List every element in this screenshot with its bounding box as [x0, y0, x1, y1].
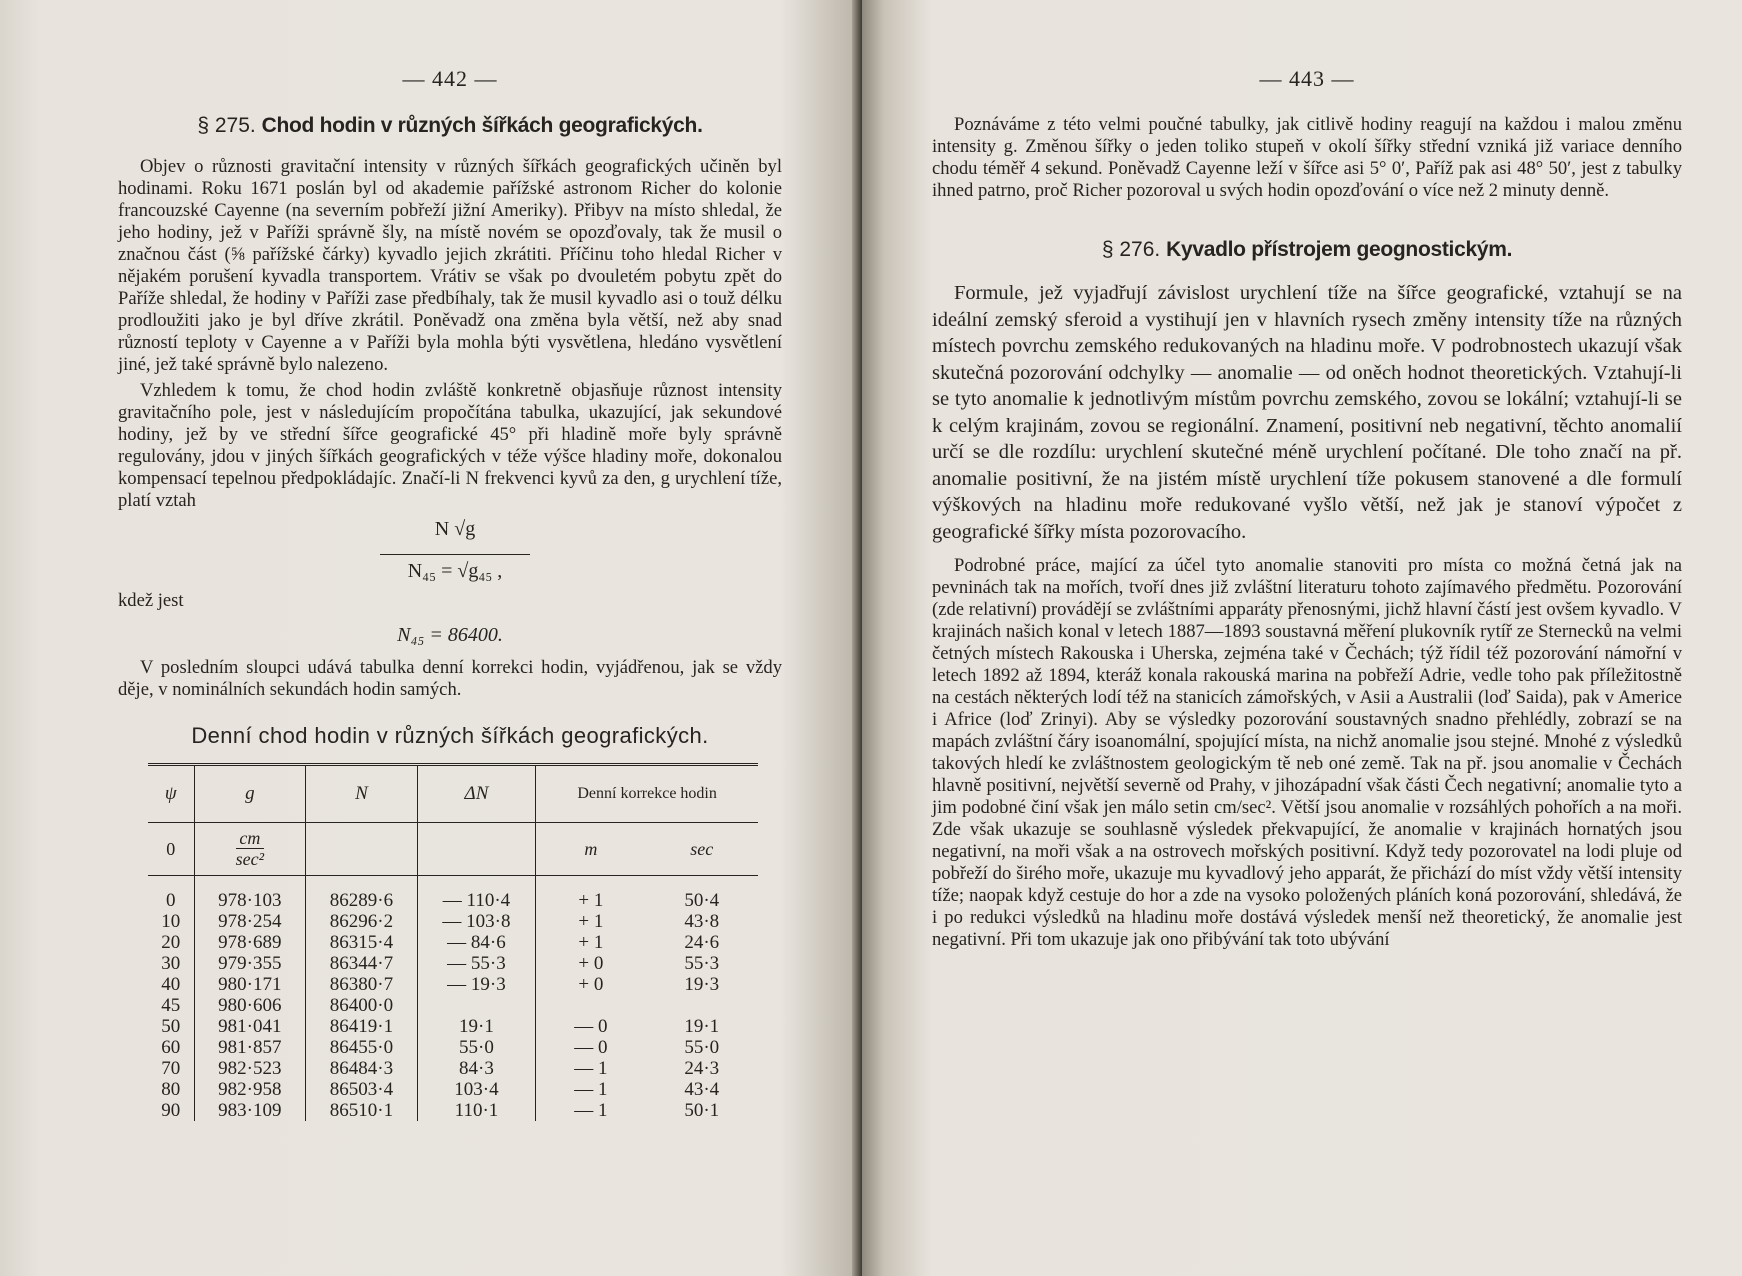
unit-cell [194, 823, 306, 876]
table-cell: 86344·7 [306, 953, 418, 974]
table-cell: — 0 [536, 1016, 646, 1037]
table-cell: 110·1 [417, 1100, 536, 1121]
formula-numerator: N √g [434, 518, 476, 540]
table-cell: 86484·3 [306, 1058, 418, 1079]
table-cell: 978·254 [194, 911, 306, 932]
table-row [148, 995, 758, 1016]
table-cell: 981·041 [194, 1016, 306, 1037]
paragraph: Objev o různosti gravitační intensity v různých šířkách geografických učiněn byl hodinami. Roku 1671 poslán byl od akademie pařížské astronom Richer do kolonie francouzské Cayenne (na severním pobřeží jižní Ameriky). Přibyv na místo shledal, že jeho hodiny, jež v Paříži správně šly, na místě novém se opozďovaly, tak že musil o značnou část (⅝ pařížské čárky) kyvadlo jejich zkrátiti. Příčinu toho hledal Richer v nějakém porušení kyvadla transportem. Vrátiv se však po dvouletém pobytu zpět do Paříže shledal, že hodiny v Paříži zase předbíhaly, tak že musil kyvadlo asi o touž délku prodloužiti jako je byl dříve zkrátil. Poněvadž ona změna byla větší, než aby snad růzností teploty v Cayenne a v Paříži byla mohla býti vysvětlena, hledáno vysvětlení jiné, jež také správně bylo nalezeno. [118, 156, 782, 375]
table-cell: 43·8 [684, 911, 720, 932]
table-cell: + 1 [536, 932, 646, 953]
section-number: § 275. [197, 114, 256, 137]
table-cell: 0 [166, 890, 176, 911]
formula-constant: N₄₅ = 86400. [397, 624, 503, 646]
unit-cell [417, 823, 536, 876]
table-cell: 86315·4 [306, 932, 418, 953]
table-cell: 10 [161, 911, 181, 932]
table-cell [417, 995, 536, 1016]
table-cell: 84·3 [417, 1058, 536, 1079]
table-cell: 978·689 [194, 932, 306, 953]
fraction-line [380, 554, 530, 555]
table-cell: 19·1 [417, 1016, 536, 1037]
table-cell: 86419·1 [306, 1016, 418, 1037]
table-cell: 55·0 [684, 1037, 720, 1058]
table-cell: — 1 [536, 1079, 646, 1100]
table-cell: 20 [161, 932, 181, 953]
table-cell: 983·109 [194, 1100, 306, 1121]
formula-denominator: N₄₅ = √g₄₅ , [407, 560, 503, 582]
unit-cell: sec [646, 823, 758, 876]
table-cell: 55·0 [417, 1037, 536, 1058]
right-page [862, 0, 1742, 1276]
table-cell: 978·103 [194, 876, 306, 912]
table-cell: 50·1 [684, 1100, 720, 1121]
table-cell: 45 [161, 995, 181, 1016]
table-cell: + 0 [536, 953, 646, 974]
section-number: § 276. [1101, 238, 1161, 261]
column-header: N [306, 765, 418, 823]
table-cell: 19·1 [684, 1016, 720, 1037]
table-cell: 86455·0 [306, 1037, 418, 1058]
table-cell: 40 [161, 974, 181, 995]
table-cell: — 103·8 [417, 911, 536, 932]
table-cell: 982·958 [194, 1079, 306, 1100]
table-cell: — 1 [536, 1058, 646, 1079]
page-number: — 442 — [402, 66, 498, 91]
table-cell: 980·171 [194, 974, 306, 995]
table-cell: — 84·6 [417, 932, 536, 953]
table-cell: + 0 [536, 974, 646, 995]
formula-label: kdež jest [118, 590, 184, 611]
table-row [148, 932, 758, 953]
table-row [148, 1058, 758, 1079]
column-header: Denní korrekce hodin [536, 765, 758, 823]
table-row [148, 911, 758, 932]
table-cell: + 1 [536, 911, 646, 932]
table-cell: 24·3 [684, 1058, 720, 1079]
table-cell: 70 [161, 1058, 181, 1079]
table-cell: + 1 [536, 876, 646, 912]
table-cell: 86380·7 [306, 974, 418, 995]
table-cell: — 0 [536, 1037, 646, 1058]
table-cell: 980·606 [194, 995, 306, 1016]
table-cell: 50 [161, 1016, 181, 1037]
table-cell: 24·6 [684, 932, 720, 953]
unit-cell: 0 [148, 823, 194, 876]
table-cell: 86296·2 [306, 911, 418, 932]
table-cell: 43·4 [684, 1079, 720, 1100]
unit-num: cm [239, 828, 261, 848]
table-cell: 86510·1 [306, 1100, 418, 1121]
table-title: Denní chod hodin v různých šířkách geografických. [191, 723, 709, 748]
table-cell: — 55·3 [417, 953, 536, 974]
table-cell: 86289·6 [306, 876, 418, 912]
table-cell: 55·3 [684, 953, 720, 974]
table-cell: 30 [161, 953, 181, 974]
page-number: — 443 — [1259, 66, 1355, 91]
paragraph: V posledním sloupci udává tabulka denní korrekci hodin, vyjádřenou, jak se vždy děje, v nominálních sekundách hodin samých. [118, 657, 782, 700]
table-cell: — 19·3 [417, 974, 536, 995]
section-title: Kyvadlo přístrojem geognostickým. [1166, 238, 1513, 261]
paragraph: Podrobné práce, mající za účel tyto anomalie stanoviti pro místa co možná četná jak na pevninách tak na mořích, tvoří dnes již zvláštní literaturu tohoto zajímavého předmětu. Pozorování (zde relativní) provádějí se zvláštními apparáty přenosnými, jichž hlavní částí jest ovšem kyvadlo. V krajinách našich konal v letech 1887—1893 soustavná měření plukovník rytíř ze Sternecků na velmi četných místech Rakouska i Uherska, zejména také v Čechách; týž řídil též pozorování námořní v letech 1892 až 1894, kteráž konala rakouská marina na pobřeží Adrie, vedle toho pak příležitostně na cestách některých lodí též na stanicích zámořských, v Asii a Australii (loď Saida), pak v Americe i Africe (loď Zrinyi). Aby se výsledky pozorování soustavných snadno přehlédly, zobrazí se na mapách zvláštní čáry isoanomální, spojující místa, na nichž anomalie jsou stejné. Mnohé z výsledků takových hledí ke zvláštnostem geologickým tě neb oné země. Tak na př. jsou anomalie v Čechách hlavně positivní, největší severně od Prahy, v jihozápadní však části Čech negativní; anomalie tyto a jim podobné činí však jen málo setin cm/sec². Větší jsou anomalie v rozsáhlých pohořích a na moři. Zde však ukazuje se souhlasně výsledek překvapující, že anomalie v krajinách hornatých jsou negativní, na moři však a na ostrovech mořských positivní. Když tedy pozorovatel na lodi pluje od pobřeží do širého moře, ukazuje mu kyvadlový jeho apparát, že přichází do míst vždy větší intensity tíže; naopak když cestuje do hor a zde na vysoko položených pláních koná pozorování, shledává, že i po redukci výsledků na hladinu moře dostává výsledek menší než theoretický, že anomalie jest negativní. Při tom ukazuje jak ono přibývání tak toto ubývání [932, 555, 1682, 950]
paragraph: Poznáváme z této velmi poučné tabulky, jak citlivě hodiny reagují na každou i malou změnu intensity g. Změnou šířky o jeden toliko stupeň v okolí šířky střední vzniká již variace denního chodu téměř 4 sekund. Poněvadž Cayenne leží v šířce asi 5° 0′, Paříž pak asi 48° 50′, jest z tabulky ihned patrno, proč Richer pozoroval u svých hodin opozďování o více než 2 minuty denně. [932, 114, 1682, 201]
table-row [148, 1037, 758, 1058]
table-cell: 103·4 [417, 1079, 536, 1100]
table-cell: 981·857 [194, 1037, 306, 1058]
table-cell: 90 [161, 1100, 181, 1121]
table-cell: 50·4 [684, 890, 720, 911]
table-row [148, 876, 758, 912]
unit-cell [306, 823, 418, 876]
table-cell: 86400·0 [306, 995, 418, 1016]
table-cell: 19·3 [684, 974, 720, 995]
table-cell [646, 995, 758, 1016]
left-page [0, 0, 862, 1276]
column-header: ΔN [417, 765, 536, 823]
table-row [148, 974, 758, 995]
table-cell: 979·355 [194, 953, 306, 974]
formula [118, 516, 782, 616]
table-cell: 982·523 [194, 1058, 306, 1079]
table-row [148, 953, 758, 974]
table-cell: — 1 [536, 1100, 646, 1121]
table-row [148, 1079, 758, 1100]
table-cell: 60 [161, 1037, 181, 1058]
section-heading [118, 114, 782, 138]
paragraph: Vzhledem k tomu, že chod hodin zvláště konkretně objasňuje různost intensity gravitačního pole, jest v následujícím propočítána tabulka, ukazující, jak sekundové hodiny, jež by ve střední šířce geografické 45° při hladině moře byly správně regulovány, jdou v jiných šířkách geografických v téže výšce hladiny moře, dokonalou kompensací tepelnou předpokládajíc. Značí-li N frekvenci kyvů za den, g urychlení tíže, platí vztah [118, 380, 782, 511]
data-table [148, 763, 758, 1121]
unit-fraction [236, 828, 264, 869]
unit-den: sec² [235, 849, 265, 869]
column-header: ψ [148, 765, 194, 823]
table-cell: 80 [161, 1079, 181, 1100]
paragraph: Formule, jež vyjadřují závislost urychlení tíže na šířce geografické, vztahují se na ideální zemský sferoid a vystihují jen v hlavních rysech změny intensity tíže na různých místech povrchu zemského redukovaných na hladinu moře. V podrobnostech ukazují však skutečná pozorování odchylky — anomalie — od oněch hodnot theoretických. Vztahují-li se tyto anomalie k jednotlivým místům povrchu zemského, zovou se lokální; vztahují-li se k celým krajinám, zovou se regionální. Znamení, positivní neb negativní, těchto anomalií určí se dle rozdílu: urychlení skutečné méně urychlení počítané. Dle toho značí na př. anomalie positivní, že na jistém místě urychlení tíže pokusem stanovené a dle formulí výškových na hladinu moře redukované vyšlo větší, než jak je stanoví výpočet z geografické šířky místa pozorovacího. [932, 282, 1682, 543]
table-row [148, 1016, 758, 1037]
section-heading [932, 238, 1682, 262]
table-body [148, 876, 758, 1122]
table-cell: 86503·4 [306, 1079, 418, 1100]
column-header: g [194, 765, 306, 823]
table-row [148, 1100, 758, 1121]
table-cell: — 110·4 [417, 876, 536, 912]
unit-cell: m [536, 823, 646, 876]
section-title: Chod hodin v různých šířkách geografických. [261, 114, 703, 137]
table-cell [536, 995, 646, 1016]
